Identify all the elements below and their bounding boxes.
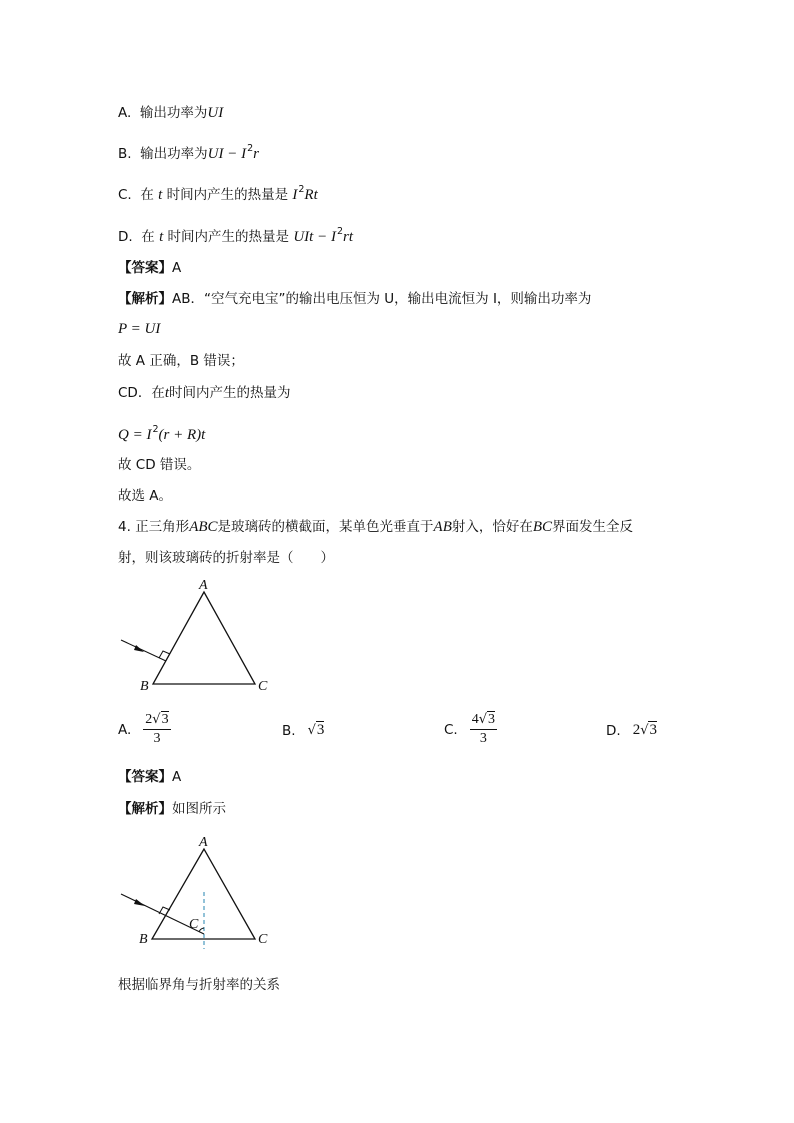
q3-option-d: D. 在 t 时间内产生的热量是 UIt − $I^2rt$ [118,226,354,245]
q3-option-c: C. 在 t 时间内产生的热量是 $I^2Rt$ [118,184,318,203]
label-b: B [139,932,148,947]
label-a: A [199,835,208,850]
label-c: C [258,679,268,694]
q3-answer: 【答案】A [118,260,182,276]
q3-analysis-line5: 故选 A。 [118,488,173,504]
q4-analysis-line2: 根据临界角与折射率的关系 [118,977,280,993]
q3-formula-heat: $Q = I^2(r + R)t$ [118,424,206,443]
triangle-abc [153,592,255,684]
q3-analysis-line3: CD．在t时间内产生的热量为 [118,385,291,401]
q3-analysis-line4: 故 CD 错误。 [118,457,201,473]
q4-analysis-line1: 【解析】如图所示 [118,801,226,817]
label-critical-angle: C [189,917,199,932]
q4-option-d: D. 2√3 [606,722,657,739]
critical-angle-arc [199,928,204,932]
label-c: C [258,932,268,947]
q3-option-b: B. 输出功率为UI − $I^2r$ [118,143,259,162]
q4-triangle-figure [112,576,282,696]
q4-answer: 【答案】A [118,769,182,785]
q4-option-b: B. √3 [282,722,325,739]
q4-analysis-figure [112,830,282,950]
fraction-2root3-over-3: $\frac{2√3}{3}$ [145,712,169,746]
q3-analysis-line1: 【解析】AB．“空气充电宝”的输出电压恒为 U，输出电流恒为 I，则输出功率为 [118,291,592,307]
q4-option-c: C. $\frac{4√3}{3}$ [444,712,496,746]
q4-stem-line1: 4. 正三角形ABC是玻璃砖的横截面，某单色光垂直于AB射入，恰好在BC界面发生全反 [118,519,634,535]
q4-stem-line2: 射，则该玻璃砖的折射率是（ ） [118,550,334,566]
q3-formula-power: P = UI [118,321,161,337]
q3-option-a: A. 输出功率为UI [118,105,224,121]
label-a: A [199,578,208,593]
q4-option-a: A. $\frac{2√3}{3}$ [118,712,169,746]
label-b: B [140,679,149,694]
fraction-4root3-over-3: $\frac{4√3}{3}$ [471,712,496,746]
q3-analysis-line2: 故 A 正确，B 错误； [118,353,244,369]
